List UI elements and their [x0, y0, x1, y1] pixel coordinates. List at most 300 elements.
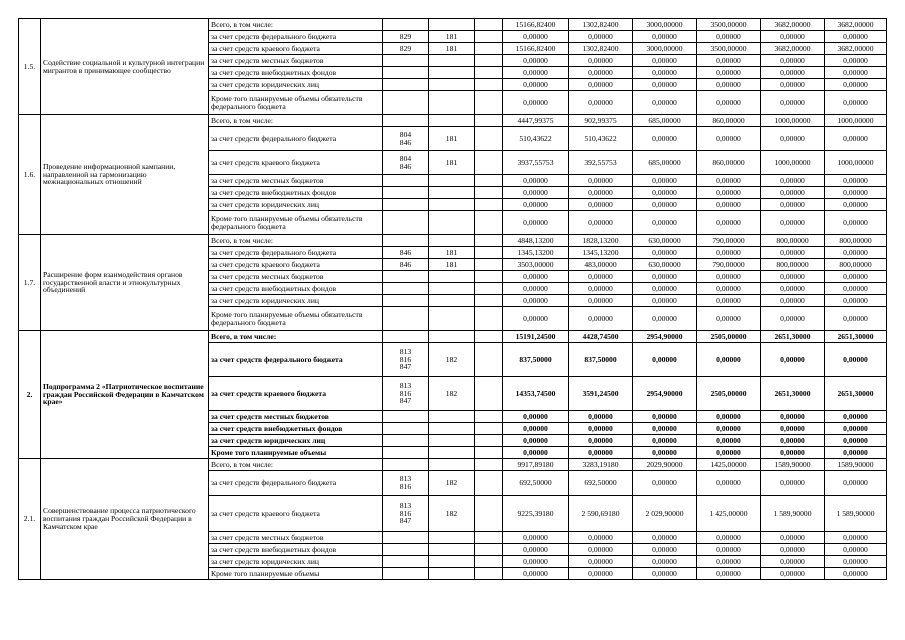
amount-cell: 2651,30000: [761, 377, 825, 411]
funding-source: Всего, в том числе:: [209, 19, 383, 31]
amount-cell: 1589,90000: [761, 459, 825, 471]
amount-cell: 14353,74500: [503, 377, 569, 411]
amount-cell: 685,00000: [633, 151, 697, 175]
amount-cell: 630,00000: [633, 259, 697, 271]
funding-source: за счет средств местных бюджетов: [209, 175, 383, 187]
ministry-code: 829: [383, 31, 429, 43]
funding-source: за счет средств местных бюджетов: [209, 532, 383, 544]
amount-cell: 1000,00000: [825, 115, 887, 127]
section-name: Расширение форм взаимодействия органов государственной власти и этнокультурных объединений: [41, 235, 209, 331]
amount-cell: 0,00000: [697, 247, 761, 259]
amount-cell: 0,00000: [761, 435, 825, 447]
amount-cell: 0,00000: [569, 175, 633, 187]
amount-cell: 9917,89180: [503, 459, 569, 471]
program-code: [429, 211, 475, 235]
program-code: [429, 199, 475, 211]
ministry-code: [383, 55, 429, 67]
amount-cell: 0,00000: [569, 556, 633, 568]
amount-cell: 0,00000: [761, 127, 825, 151]
amount-cell: 0,00000: [569, 67, 633, 79]
program-code: [429, 295, 475, 307]
amount-cell: 2 029,90000: [633, 496, 697, 532]
amount-cell: 0,00000: [503, 556, 569, 568]
amount-cell: 0,00000: [825, 544, 887, 556]
amount-cell: 0,00000: [569, 423, 633, 435]
ministry-code: [383, 19, 429, 31]
ministry-code: 804 846: [383, 151, 429, 175]
amount-cell: 0,00000: [633, 568, 697, 580]
amount-cell: 0,00000: [633, 435, 697, 447]
amount-cell: 0,00000: [633, 175, 697, 187]
amount-cell: 0,00000: [761, 532, 825, 544]
amount-cell: 0,00000: [633, 127, 697, 151]
amount-cell: 0,00000: [503, 67, 569, 79]
funding-source: за счет средств федерального бюджета: [209, 247, 383, 259]
table-row: [19, 331, 887, 343]
ministry-code: [383, 544, 429, 556]
amount-cell: 0,00000: [825, 307, 887, 331]
amount-cell: 837,50000: [569, 343, 633, 377]
amount-cell: 3937,55753: [503, 151, 569, 175]
program-code: [429, 19, 475, 31]
amount-cell: 2505,00000: [697, 377, 761, 411]
amount-cell: 15166,82400: [503, 19, 569, 31]
amount-cell: 0,00000: [503, 211, 569, 235]
amount-cell: 0,00000: [825, 411, 887, 423]
funding-source: за счет средств краевого бюджета: [209, 259, 383, 271]
amount-cell: 0,00000: [697, 31, 761, 43]
empty-cell: [475, 307, 503, 331]
funding-source: за счет средств местных бюджетов: [209, 55, 383, 67]
amount-cell: 0,00000: [503, 411, 569, 423]
amount-cell: 0,00000: [503, 532, 569, 544]
amount-cell: 0,00000: [697, 199, 761, 211]
amount-cell: 1828,13200: [569, 235, 633, 247]
amount-cell: 0,00000: [825, 271, 887, 283]
amount-cell: 0,00000: [633, 247, 697, 259]
amount-cell: 630,00000: [633, 235, 697, 247]
amount-cell: 0,00000: [503, 447, 569, 459]
amount-cell: 0,00000: [761, 447, 825, 459]
amount-cell: 0,00000: [633, 423, 697, 435]
amount-cell: 0,00000: [633, 295, 697, 307]
amount-cell: 0,00000: [761, 271, 825, 283]
amount-cell: 0,00000: [503, 307, 569, 331]
amount-cell: 0,00000: [569, 199, 633, 211]
funding-source: за счет средств федерального бюджета: [209, 127, 383, 151]
funding-source: за счет средств внебюджетных фондов: [209, 544, 383, 556]
amount-cell: 0,00000: [761, 343, 825, 377]
empty-cell: [475, 91, 503, 115]
ministry-code: 846: [383, 259, 429, 271]
empty-cell: [475, 471, 503, 496]
funding-source: за счет средств федерального бюджета: [209, 471, 383, 496]
amount-cell: 0,00000: [825, 435, 887, 447]
budget-table: [18, 18, 887, 580]
amount-cell: 0,00000: [761, 295, 825, 307]
amount-cell: 0,00000: [761, 91, 825, 115]
amount-cell: 0,00000: [761, 423, 825, 435]
amount-cell: 0,00000: [825, 79, 887, 91]
amount-cell: 860,00000: [697, 151, 761, 175]
amount-cell: 4848,13200: [503, 235, 569, 247]
amount-cell: 0,00000: [761, 247, 825, 259]
ministry-code: 813 816 847: [383, 377, 429, 411]
ministry-code: [383, 211, 429, 235]
amount-cell: 0,00000: [825, 343, 887, 377]
program-code: [429, 411, 475, 423]
funding-source: за счет средств местных бюджетов: [209, 271, 383, 283]
amount-cell: 0,00000: [825, 91, 887, 115]
amount-cell: 0,00000: [569, 568, 633, 580]
amount-cell: 692,50000: [569, 471, 633, 496]
amount-cell: 0,00000: [569, 79, 633, 91]
amount-cell: 0,00000: [633, 544, 697, 556]
amount-cell: 1 589,90000: [825, 496, 887, 532]
amount-cell: 0,00000: [633, 79, 697, 91]
section-number: 2.: [19, 331, 41, 459]
amount-cell: 1 425,00000: [697, 496, 761, 532]
amount-cell: 510,43622: [569, 127, 633, 151]
amount-cell: 0,00000: [633, 556, 697, 568]
amount-cell: 0,00000: [825, 31, 887, 43]
empty-cell: [475, 151, 503, 175]
amount-cell: 0,00000: [761, 187, 825, 199]
amount-cell: 0,00000: [825, 423, 887, 435]
program-code: 181: [429, 151, 475, 175]
amount-cell: 0,00000: [697, 211, 761, 235]
amount-cell: 1000,00000: [761, 115, 825, 127]
ministry-code: [383, 271, 429, 283]
amount-cell: 0,00000: [761, 568, 825, 580]
amount-cell: 15166,82400: [503, 43, 569, 55]
amount-cell: 685,00000: [633, 115, 697, 127]
program-code: [429, 271, 475, 283]
empty-cell: [475, 283, 503, 295]
amount-cell: 0,00000: [697, 67, 761, 79]
funding-source: за счет средств юридических лиц: [209, 79, 383, 91]
amount-cell: 0,00000: [503, 283, 569, 295]
amount-cell: 3682,00000: [825, 43, 887, 55]
funding-source: Всего, в том числе:: [209, 331, 383, 343]
funding-source: за счет средств краевого бюджета: [209, 496, 383, 532]
amount-cell: 0,00000: [825, 532, 887, 544]
empty-cell: [475, 31, 503, 43]
amount-cell: 0,00000: [503, 55, 569, 67]
program-code: 182: [429, 496, 475, 532]
funding-source: за счет средств внебюджетных фондов: [209, 67, 383, 79]
amount-cell: 0,00000: [697, 435, 761, 447]
ministry-code: [383, 532, 429, 544]
amount-cell: 0,00000: [697, 127, 761, 151]
amount-cell: 1589,90000: [825, 459, 887, 471]
amount-cell: 790,00000: [697, 235, 761, 247]
amount-cell: 902,99375: [569, 115, 633, 127]
amount-cell: 0,00000: [633, 67, 697, 79]
empty-cell: [475, 343, 503, 377]
program-code: [429, 423, 475, 435]
program-code: [429, 331, 475, 343]
amount-cell: 0,00000: [697, 568, 761, 580]
amount-cell: 0,00000: [503, 79, 569, 91]
empty-cell: [475, 55, 503, 67]
amount-cell: 0,00000: [633, 31, 697, 43]
amount-cell: 0,00000: [697, 556, 761, 568]
empty-cell: [475, 496, 503, 532]
amount-cell: 3500,00000: [697, 43, 761, 55]
ministry-code: [383, 411, 429, 423]
amount-cell: 0,00000: [569, 532, 633, 544]
ministry-code: [383, 423, 429, 435]
amount-cell: 0,00000: [825, 556, 887, 568]
empty-cell: [475, 211, 503, 235]
amount-cell: 0,00000: [503, 271, 569, 283]
amount-cell: 0,00000: [569, 271, 633, 283]
amount-cell: 0,00000: [697, 447, 761, 459]
amount-cell: 0,00000: [697, 79, 761, 91]
empty-cell: [475, 175, 503, 187]
amount-cell: 0,00000: [633, 307, 697, 331]
amount-cell: 2954,90000: [633, 331, 697, 343]
amount-cell: 0,00000: [569, 211, 633, 235]
amount-cell: 15191,24500: [503, 331, 569, 343]
funding-source: Кроме того планируемые объемы: [209, 568, 383, 580]
ministry-code: [383, 91, 429, 115]
amount-cell: 0,00000: [569, 447, 633, 459]
amount-cell: 3682,00000: [825, 19, 887, 31]
amount-cell: 0,00000: [503, 295, 569, 307]
amount-cell: 0,00000: [825, 199, 887, 211]
funding-source: за счет средств местных бюджетов: [209, 411, 383, 423]
amount-cell: 0,00000: [761, 55, 825, 67]
amount-cell: 0,00000: [503, 91, 569, 115]
empty-cell: [475, 532, 503, 544]
amount-cell: 0,00000: [697, 343, 761, 377]
amount-cell: 0,00000: [633, 532, 697, 544]
amount-cell: 0,00000: [633, 271, 697, 283]
ministry-code: [383, 447, 429, 459]
amount-cell: 0,00000: [825, 175, 887, 187]
funding-source: за счет средств краевого бюджета: [209, 43, 383, 55]
section-name: Проведение информационной кампании, направленной на гармонизацию межнациональных отношений: [41, 115, 209, 235]
funding-source: Всего, в том числе:: [209, 115, 383, 127]
empty-cell: [475, 295, 503, 307]
table-row: [19, 19, 887, 31]
funding-source: за счет средств внебюджетных фондов: [209, 187, 383, 199]
funding-source: Кроме того планируемые объемы обязательств федерального бюджета: [209, 91, 383, 115]
amount-cell: 1302,82400: [569, 19, 633, 31]
amount-cell: 0,00000: [697, 283, 761, 295]
amount-cell: 0,00000: [697, 271, 761, 283]
amount-cell: 0,00000: [633, 411, 697, 423]
empty-cell: [475, 199, 503, 211]
amount-cell: 0,00000: [761, 544, 825, 556]
amount-cell: 0,00000: [825, 127, 887, 151]
empty-cell: [475, 331, 503, 343]
program-code: 181: [429, 31, 475, 43]
program-code: [429, 79, 475, 91]
amount-cell: 0,00000: [569, 55, 633, 67]
amount-cell: 0,00000: [569, 31, 633, 43]
amount-cell: 483,00000: [569, 259, 633, 271]
amount-cell: 0,00000: [761, 31, 825, 43]
amount-cell: 0,00000: [697, 423, 761, 435]
amount-cell: 0,00000: [503, 199, 569, 211]
program-code: [429, 556, 475, 568]
amount-cell: 1345,13200: [503, 247, 569, 259]
amount-cell: 0,00000: [503, 31, 569, 43]
ministry-code: [383, 79, 429, 91]
ministry-code: [383, 459, 429, 471]
program-code: 181: [429, 43, 475, 55]
table-row: [19, 235, 887, 247]
program-code: 181: [429, 259, 475, 271]
program-code: [429, 435, 475, 447]
empty-cell: [475, 271, 503, 283]
ministry-code: 813 816 847: [383, 496, 429, 532]
amount-cell: 0,00000: [761, 67, 825, 79]
program-code: [429, 532, 475, 544]
empty-cell: [475, 556, 503, 568]
amount-cell: 0,00000: [503, 544, 569, 556]
ministry-code: 813 816 847: [383, 343, 429, 377]
amount-cell: 0,00000: [825, 283, 887, 295]
empty-cell: [475, 568, 503, 580]
program-code: [429, 187, 475, 199]
amount-cell: 0,00000: [825, 67, 887, 79]
amount-cell: 0,00000: [633, 447, 697, 459]
amount-cell: 2 590,69180: [569, 496, 633, 532]
amount-cell: 1302,82400: [569, 43, 633, 55]
amount-cell: 800,00000: [761, 235, 825, 247]
amount-cell: 0,00000: [761, 307, 825, 331]
empty-cell: [475, 43, 503, 55]
empty-cell: [475, 544, 503, 556]
funding-source: Кроме того планируемые объемы обязательств федерального бюджета: [209, 307, 383, 331]
funding-source: Всего, в том числе:: [209, 235, 383, 247]
amount-cell: 0,00000: [633, 55, 697, 67]
amount-cell: 0,00000: [697, 91, 761, 115]
ministry-code: 804 846: [383, 127, 429, 151]
amount-cell: 0,00000: [503, 568, 569, 580]
amount-cell: 0,00000: [825, 295, 887, 307]
program-code: 182: [429, 377, 475, 411]
amount-cell: 790,00000: [697, 259, 761, 271]
program-code: [429, 235, 475, 247]
amount-cell: 0,00000: [697, 471, 761, 496]
amount-cell: 0,00000: [503, 435, 569, 447]
amount-cell: 692,50000: [503, 471, 569, 496]
amount-cell: 0,00000: [825, 247, 887, 259]
amount-cell: 4428,74500: [569, 331, 633, 343]
ministry-code: [383, 295, 429, 307]
amount-cell: 800,00000: [825, 235, 887, 247]
empty-cell: [475, 67, 503, 79]
funding-source: за счет средств внебюджетных фондов: [209, 423, 383, 435]
amount-cell: 3500,00000: [697, 19, 761, 31]
section-number: 1.7.: [19, 235, 41, 331]
empty-cell: [475, 259, 503, 271]
funding-source: Кроме того планируемые объемы: [209, 447, 383, 459]
funding-source: за счет средств краевого бюджета: [209, 151, 383, 175]
empty-cell: [475, 411, 503, 423]
ministry-code: [383, 115, 429, 127]
amount-cell: 4447,99375: [503, 115, 569, 127]
amount-cell: 0,00000: [569, 307, 633, 331]
funding-source: за счет средств федерального бюджета: [209, 31, 383, 43]
funding-source: за счет средств юридических лиц: [209, 435, 383, 447]
program-code: 181: [429, 127, 475, 151]
ministry-code: [383, 235, 429, 247]
amount-cell: 2029,90000: [633, 459, 697, 471]
empty-cell: [475, 19, 503, 31]
amount-cell: 3682,00000: [761, 43, 825, 55]
amount-cell: 0,00000: [825, 568, 887, 580]
program-code: [429, 283, 475, 295]
amount-cell: 0,00000: [697, 544, 761, 556]
amount-cell: 3503,00000: [503, 259, 569, 271]
funding-source: за счет средств юридических лиц: [209, 295, 383, 307]
empty-cell: [475, 447, 503, 459]
amount-cell: 0,00000: [569, 435, 633, 447]
section-name: Подпрограмма 2 «Патриотическое воспитание граждан Российской Федерации в Камчатском крае»: [41, 331, 209, 459]
program-code: 182: [429, 471, 475, 496]
amount-cell: 3682,00000: [761, 19, 825, 31]
ministry-code: [383, 283, 429, 295]
amount-cell: 0,00000: [825, 447, 887, 459]
amount-cell: 1425,00000: [697, 459, 761, 471]
funding-source: за счет средств внебюджетных фондов: [209, 283, 383, 295]
program-code: [429, 459, 475, 471]
ministry-code: [383, 556, 429, 568]
empty-cell: [475, 423, 503, 435]
amount-cell: 800,00000: [825, 259, 887, 271]
empty-cell: [475, 127, 503, 151]
funding-source: Всего, в том числе:: [209, 459, 383, 471]
ministry-code: [383, 331, 429, 343]
amount-cell: 392,55753: [569, 151, 633, 175]
empty-cell: [475, 377, 503, 411]
amount-cell: 800,00000: [761, 259, 825, 271]
program-code: [429, 307, 475, 331]
amount-cell: 2651,30000: [761, 331, 825, 343]
program-code: [429, 175, 475, 187]
amount-cell: 0,00000: [569, 544, 633, 556]
section-number: 1.5.: [19, 19, 41, 115]
amount-cell: 0,00000: [825, 471, 887, 496]
amount-cell: 0,00000: [825, 211, 887, 235]
amount-cell: 510,43622: [503, 127, 569, 151]
empty-cell: [475, 235, 503, 247]
amount-cell: 2505,00000: [697, 331, 761, 343]
amount-cell: 0,00000: [761, 199, 825, 211]
amount-cell: 9225,39180: [503, 496, 569, 532]
amount-cell: 0,00000: [697, 295, 761, 307]
amount-cell: 0,00000: [697, 55, 761, 67]
amount-cell: 0,00000: [697, 175, 761, 187]
section-number: 1.6.: [19, 115, 41, 235]
section-name: Совершенствование процесса патриотического воспитания граждан Российской Федерации в Камчатском крае: [41, 459, 209, 580]
amount-cell: 0,00000: [761, 283, 825, 295]
amount-cell: 0,00000: [503, 187, 569, 199]
amount-cell: 0,00000: [697, 411, 761, 423]
table-row: [19, 115, 887, 127]
program-code: 181: [429, 247, 475, 259]
amount-cell: 0,00000: [761, 79, 825, 91]
amount-cell: 0,00000: [761, 556, 825, 568]
amount-cell: 0,00000: [633, 211, 697, 235]
amount-cell: 0,00000: [761, 411, 825, 423]
